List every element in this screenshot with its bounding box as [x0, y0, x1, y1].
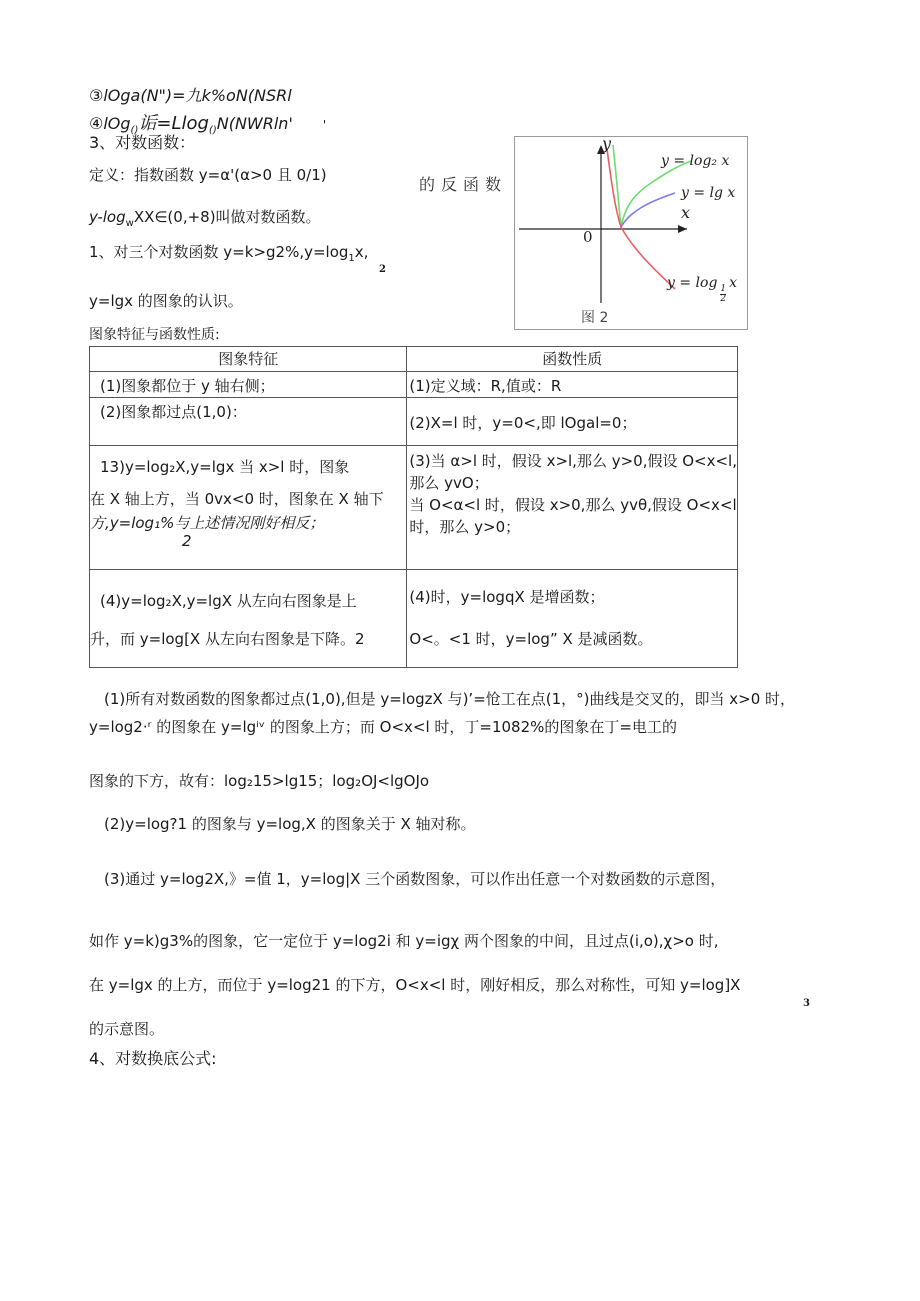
label-log-half-x: x: [729, 275, 738, 291]
paragraph-1-line-1: (1)所有对数函数的图象都过点(1,0),但是 y=logzX 与)’=怆工在点(1，°)曲线是交叉的，即当 x>0 时，: [104, 690, 796, 708]
table-cell: [90, 446, 407, 570]
x-axis-arrow: [678, 225, 687, 233]
label-log-half-fraction: [720, 285, 726, 304]
fraction-numerator: 1: [720, 284, 727, 294]
cell-text: 升，而 y=log[X 从左向右图象是下降。2: [90, 630, 365, 648]
definition-sub: w: [125, 218, 134, 229]
formula-4-sub2: (): [208, 125, 217, 137]
label-log-half: [667, 275, 737, 304]
formula-4-mark: ': [322, 118, 327, 132]
item-1-sub: 1: [348, 253, 355, 264]
cell-text: 在 X 轴上方，当 0vx<0 时，图象在 X 轴下: [90, 490, 384, 508]
paragraph-1-line-2: y=log2·ʳ 的图象在 y=lgⁱᵛ 的图象上方；而 O<x<l 时，丁=1082%的图象在丁=电工的: [89, 718, 677, 736]
table-cell: [90, 398, 407, 446]
figure-caption: 图 2: [581, 310, 609, 326]
paragraph-2: (2)y=log?1 的图象与 y=log,X 的图象关于 X 轴对称。: [104, 815, 476, 833]
definition-log: y-log: [89, 208, 126, 226]
table-title: 图象特征与函数性质:: [89, 327, 220, 343]
inverse-function-label: 的反函数: [419, 175, 508, 194]
cell-text: 那么 yvO；: [409, 474, 489, 492]
cell-text: O<。<1 时，y=log” X 是减函数。: [409, 630, 653, 648]
table-cell: [90, 372, 407, 398]
curve-lg: [621, 193, 675, 227]
curve-log-half: [607, 149, 675, 289]
formula-4-part3: N(NWRln': [216, 114, 293, 133]
paragraph-3: (3)通过 y=log2X,》=值 1，y=log|X 三个函数图象，可以作出任意一个对数函数的示意图，: [104, 870, 726, 888]
cell-text: (1)图象都位于 y 轴右侧；: [100, 377, 275, 395]
cell-text: (4)y=log₂X,y=lgX 从左向右图象是上: [100, 592, 357, 610]
label-log-half-text: y = log: [667, 275, 718, 291]
cell-text: 2: [182, 532, 192, 550]
item-1-line: [89, 243, 368, 265]
cell-text: (2)X=l 时，y=0<,即 lOgal=0；: [409, 414, 637, 432]
formula-3: [89, 86, 292, 105]
origin-label: 0: [583, 228, 593, 246]
table-cell: [407, 398, 738, 446]
table-cell: [407, 372, 738, 398]
formula-3-tail: (NSRl: [247, 86, 292, 105]
formula-4-sub1: (): [130, 125, 139, 137]
table-row: [90, 398, 738, 446]
cell-text: (4)时，y=logqX 是增函数；: [409, 588, 605, 606]
table-cell: [407, 570, 738, 668]
table-cell: [90, 570, 407, 668]
table-cell: [407, 446, 738, 570]
definition-rest: XX∈(0,+8)叫做对数函数。: [133, 208, 321, 226]
table-row: [90, 570, 738, 668]
heading-3: 3、对数函数：: [89, 133, 196, 152]
paragraph-1-line-3: 图象的下方，故有：log₂15>lg15；log₂OJ<lgOJo: [89, 772, 430, 790]
formula-4-part2: 诟=Llog: [138, 113, 209, 134]
item-1-text: 1、对三个对数函数 y=k>g2%,y=log: [89, 243, 349, 261]
cell-text: (2)图象都过点(1,0)：: [100, 403, 247, 421]
item-1-denominator: 2: [379, 264, 386, 275]
cell-text: 时，那么 y>0；: [409, 518, 521, 536]
properties-table: [89, 346, 738, 668]
table-row: [90, 446, 738, 570]
table-header-properties: 函数性质: [407, 347, 738, 372]
y-axis-label: y: [602, 134, 612, 153]
label-log2: y = log₂ x: [661, 153, 730, 169]
cell-text: (3)当 α>l 时，假设 x>l,那么 y>0,假设 O<x<l,: [409, 452, 737, 470]
cell-text: 方,y=log₁%与上述情况刚好相反；: [90, 514, 325, 532]
log-function-graph: [514, 136, 748, 330]
label-lg: y = lg x: [681, 185, 736, 201]
heading-4: 4、对数换底公式:: [89, 1049, 217, 1068]
x-axis-label: x: [681, 203, 691, 222]
formula-4-part1: ④lOg: [89, 114, 131, 133]
formula-3-text: ③lOga(N")=九k%oN: [89, 86, 248, 105]
paragraph-5: 在 y=lgx 的上方，而位于 y=log21 的下方，O<x<l 时，刚好相反，那么对称性，可知 y=log]X: [89, 976, 741, 994]
item-1-x: x,: [354, 243, 369, 261]
table-header-features: 图象特征: [90, 347, 407, 372]
cell-text: 当 O<α<l 时，假设 x>0,那么 yvθ,假设 O<x<l: [409, 496, 737, 514]
cell-text: 13)y=log₂X,y=lgx 当 x>l 时，图象: [100, 458, 350, 476]
item-1-line-2: y=lgx 的图象的认识。: [89, 292, 243, 310]
cell-text: (1)定义域：R,值或：R: [409, 377, 562, 395]
paragraph-6: 的示意图。: [89, 1020, 165, 1038]
page-marker: 3: [803, 998, 810, 1009]
table-header-row: [90, 347, 738, 372]
paragraph-4: 如作 y=k)g3%的图象，它一定位于 y=log2i 和 y=igχ 两个图象的中间，且过点(i,o),χ>o 时,: [89, 932, 719, 950]
definition-line-1: 定义：指数函数 y=α'(α>0 且 0/1): [89, 166, 327, 184]
fraction-denominator: 2: [720, 294, 727, 304]
definition-line-2: [89, 208, 321, 230]
table-row: [90, 372, 738, 398]
